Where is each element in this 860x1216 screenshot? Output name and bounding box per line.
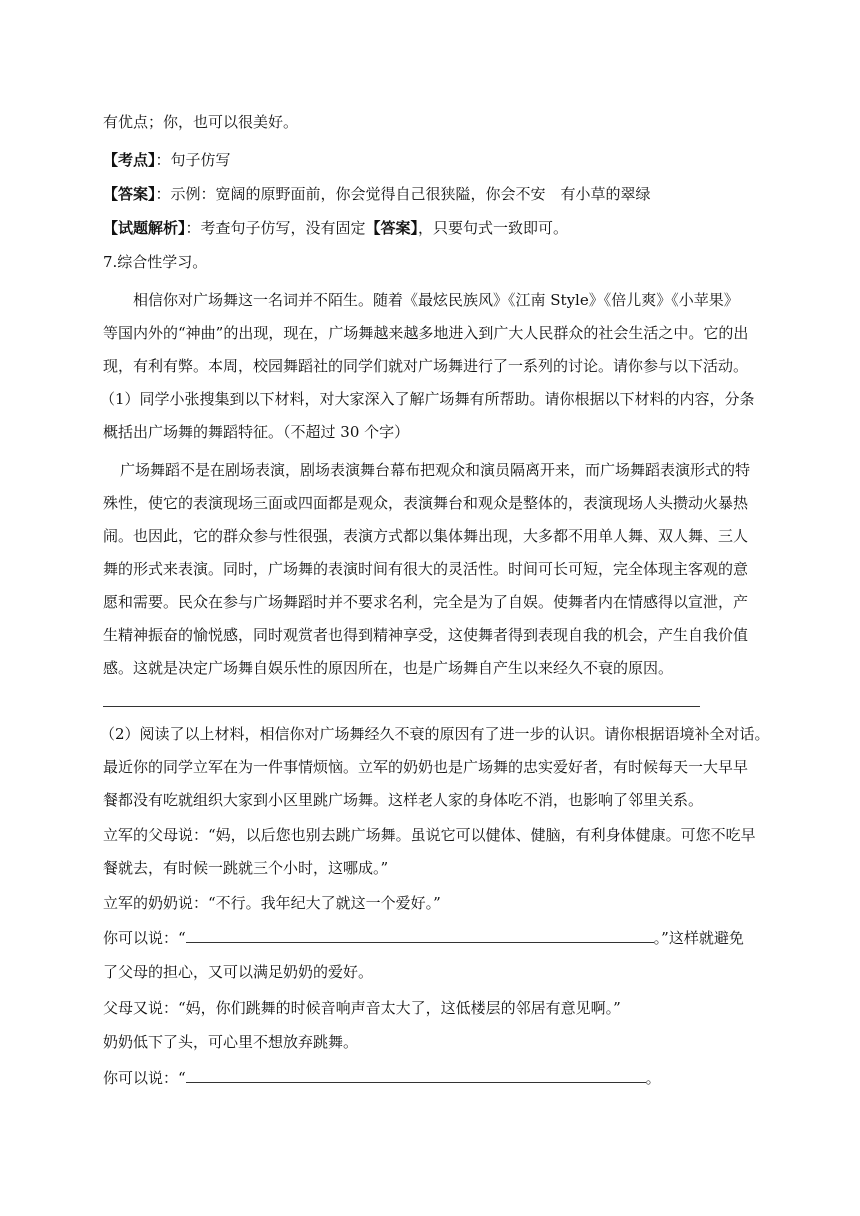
dialogue-suffix: 。”这样就避免	[653, 929, 744, 947]
answer-label: 【答案】	[103, 185, 156, 203]
subquestion-1-line: （1）同学小张搜集到以下材料，对大家深入了解广场舞有所帮助。请你根据以下材料的内容，分条	[100, 390, 755, 408]
analysis-line	[103, 218, 763, 238]
text-line: 有优点；你，也可以很美好。	[103, 113, 299, 131]
kaodian-line	[103, 150, 763, 170]
dialogue-line: 立军的奶奶说：“不行。我年纪大了就这一个爱好。”	[103, 894, 441, 912]
kaodian-label: 【考点】	[103, 151, 156, 169]
dialogue-prefix: 你可以说：“	[103, 1069, 186, 1087]
material-line: 生精神振奋的愉悦感，同时观赏者也得到精神享受，这使舞者得到表现自我的机会，产生自我价值	[103, 626, 749, 644]
material-line: 舞的形式来表演。同时，广场舞的表演时间有很大的灵活性。时间可长可短，完全体现主客观的意	[103, 560, 749, 578]
fill-blank-2[interactable]	[186, 1068, 646, 1083]
paragraph-line: 等国内外的“神曲”的出现，现在，广场舞越来越多地进入到广大人民群众的社会生活之中。它的出	[103, 324, 749, 342]
dialogue-prefix: 你可以说：“	[103, 929, 186, 947]
analysis-label: 【试题解析】	[103, 219, 186, 237]
dialogue-line: 了父母的担心，又可以满足奶奶的爱好。	[103, 963, 374, 981]
kaodian-text: ：句子仿写	[155, 151, 231, 169]
analysis-text-a: ：考查句子仿写，没有固定	[185, 219, 366, 237]
answer-line	[103, 184, 763, 204]
material-line: 殊性，使它的表演现场三面或四面都是观众，表演舞台和观众是整体的，表演现场人头攒动火暴热	[103, 494, 749, 512]
answer-blank-line[interactable]	[103, 706, 700, 707]
subquestion-2-line: 餐都没有吃就组织大家到小区里跳广场舞。这样老人家的身体吃不消，也影响了邻里关系。	[103, 791, 704, 809]
material-line: 广场舞蹈不是在剧场表演，剧场表演舞台幕布把观众和演员隔离开来，而广场舞蹈表演形式的特	[120, 461, 751, 479]
subquestion-2-line: 最近你的同学立军在为一件事情烦恼。立军的奶奶也是广场舞的忠实爱好者，有时候每天一大早早	[103, 758, 749, 776]
subquestion-2-line: （2）阅读了以上材料，相信你对广场舞经久不衰的原因有了进一步的认识。请你根据语境补全对话。	[100, 725, 770, 743]
dialogue-fill-line	[103, 928, 763, 948]
question-heading: 7.综合性学习。	[103, 253, 208, 271]
paragraph-line: 相信你对广场舞这一名词并不陌生。随着《最炫民族风》《江南 Style》《倍儿爽》《小苹果》	[133, 291, 739, 309]
dialogue-line: 立军的父母说：“妈，以后您也别去跳广场舞。虽说它可以健体、健脑，有利身体健康。可您不吃早	[103, 826, 756, 844]
dialogue-fill-line	[103, 1068, 763, 1088]
dialogue-line: 父母又说：“妈，你们跳舞的时候音响声音太大了，这低楼层的邻居有意见啊。”	[103, 999, 621, 1017]
subquestion-1-line: 概括出广场舞的舞蹈特征。（不超过 30 个字）	[103, 423, 410, 441]
material-line: 愿和需要。民众在参与广场舞蹈时并不要求名利，完全是为了自娱。使舞者内在情感得以宣泄，产	[103, 593, 749, 611]
dialogue-suffix: 。	[645, 1069, 661, 1087]
dialogue-line: 餐就去，有时候一跳就三个小时，这哪成。”	[103, 859, 389, 877]
analysis-answer-label: 【答案】	[365, 219, 419, 237]
material-line: 感。这就是决定广场舞自娱乐性的原因所在，也是广场舞自产生以来经久不衰的原因。	[103, 659, 674, 677]
dialogue-line: 奶奶低下了头，可心里不想放弃跳舞。	[103, 1033, 359, 1051]
analysis-text-b: ，只要句式一致即可。	[418, 219, 569, 237]
answer-text: ：示例：宽阔的原野面前，你会觉得自己很狭隘，你会不安 有小草的翠绿	[155, 185, 651, 203]
paragraph-line: 现，有利有弊。本周，校园舞蹈社的同学们就对广场舞进行了一系列的讨论。请你参与以下活动。	[103, 357, 749, 375]
fill-blank-1[interactable]	[186, 928, 654, 943]
material-line: 闹。也因此，它的群众参与性很强，表演方式都以集体舞出现，大多都不用单人舞、双人舞、三人	[103, 527, 749, 545]
